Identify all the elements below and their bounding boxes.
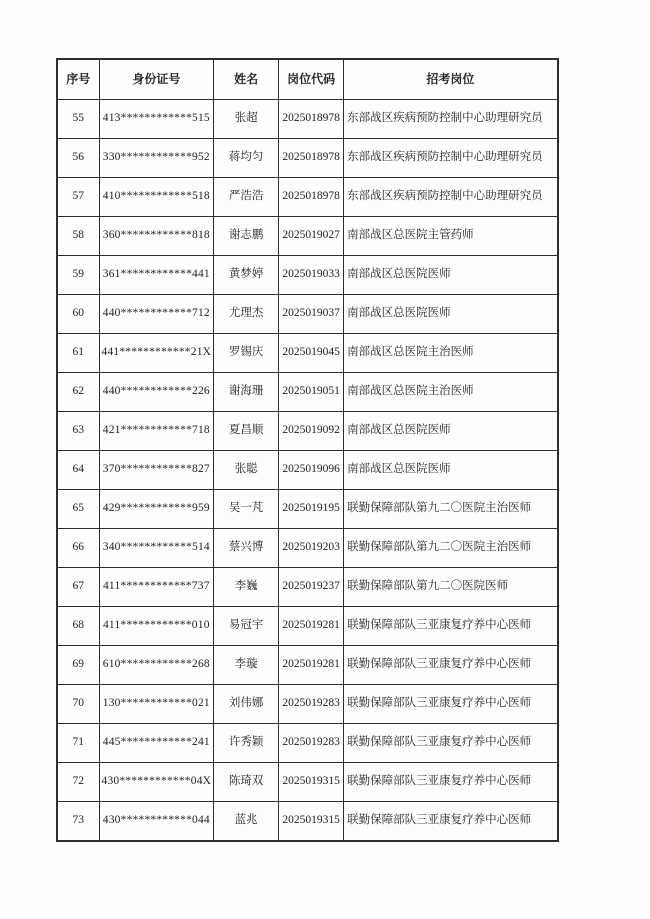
id-number-cell: 413************515 — [99, 100, 214, 139]
table-row — [57, 802, 558, 842]
job-code-cell: 2025019045 — [279, 334, 344, 373]
position-cell: 联勤保障部队三亚康复疗养中心医师 — [344, 724, 558, 763]
seq-cell: 59 — [57, 256, 99, 295]
table-row — [57, 568, 558, 607]
id-number-cell: 411************010 — [99, 607, 214, 646]
job-code-cell: 2025019315 — [279, 802, 344, 842]
seq-cell: 58 — [57, 217, 99, 256]
table-row — [57, 217, 558, 256]
name-cell: 易冠宇 — [214, 607, 279, 646]
name-cell: 李璇 — [214, 646, 279, 685]
job-code-cell: 2025019037 — [279, 295, 344, 334]
table-row — [57, 724, 558, 763]
id-number-cell: 421************718 — [99, 412, 214, 451]
position-cell: 联勤保障部队三亚康复疗养中心医师 — [344, 685, 558, 724]
seq-cell: 62 — [57, 373, 99, 412]
id-number-cell: 411************737 — [99, 568, 214, 607]
seq-cell: 55 — [57, 100, 99, 139]
job-code-cell: 2025019283 — [279, 685, 344, 724]
name-cell: 刘伟娜 — [214, 685, 279, 724]
job-code-cell: 2025018978 — [279, 100, 344, 139]
table-row — [57, 100, 558, 139]
name-cell: 张超 — [214, 100, 279, 139]
table-row — [57, 529, 558, 568]
job-code-cell: 2025019283 — [279, 724, 344, 763]
table-row — [57, 763, 558, 802]
position-cell: 联勤保障部队三亚康复疗养中心医师 — [344, 763, 558, 802]
seq-cell: 67 — [57, 568, 99, 607]
table-row — [57, 373, 558, 412]
id-number-cell: 410************518 — [99, 178, 214, 217]
table-row — [57, 451, 558, 490]
job-code-cell: 2025019315 — [279, 763, 344, 802]
id-number-cell: 430************04X — [99, 763, 214, 802]
name-cell: 严浩浩 — [214, 178, 279, 217]
table-row — [57, 334, 558, 373]
seq-cell: 63 — [57, 412, 99, 451]
position-cell: 东部战区疾病预防控制中心助理研究员 — [344, 178, 558, 217]
job-code-cell: 2025019237 — [279, 568, 344, 607]
table-row — [57, 412, 558, 451]
job-code-cell: 2025019051 — [279, 373, 344, 412]
position-cell: 南部战区总医院医师 — [344, 295, 558, 334]
job-code-cell: 2025018978 — [279, 178, 344, 217]
position-cell: 南部战区总医院医师 — [344, 451, 558, 490]
name-cell: 李巍 — [214, 568, 279, 607]
name-cell: 蒋均匀 — [214, 139, 279, 178]
id-number-cell: 361************441 — [99, 256, 214, 295]
id-number-cell: 360************818 — [99, 217, 214, 256]
position-cell: 南部战区总医院主治医师 — [344, 334, 558, 373]
seq-cell: 69 — [57, 646, 99, 685]
table-row — [57, 178, 558, 217]
position-cell: 南部战区总医院医师 — [344, 412, 558, 451]
position-cell: 联勤保障部队第九二〇医院主治医师 — [344, 529, 558, 568]
table-row — [57, 256, 558, 295]
name-cell: 陈琦双 — [214, 763, 279, 802]
id-number-cell: 429************959 — [99, 490, 214, 529]
position-cell: 联勤保障部队三亚康复疗养中心医师 — [344, 607, 558, 646]
seq-cell: 64 — [57, 451, 99, 490]
id-number-cell: 370************827 — [99, 451, 214, 490]
seq-cell: 70 — [57, 685, 99, 724]
position-cell: 南部战区总医院主管药师 — [344, 217, 558, 256]
job-code-cell: 2025019092 — [279, 412, 344, 451]
id-number-cell: 610************268 — [99, 646, 214, 685]
name-cell: 谢志鹏 — [214, 217, 279, 256]
id-number-cell: 440************712 — [99, 295, 214, 334]
table-row — [57, 295, 558, 334]
name-cell: 尤理杰 — [214, 295, 279, 334]
position-cell: 联勤保障部队三亚康复疗养中心医师 — [344, 646, 558, 685]
seq-cell: 65 — [57, 490, 99, 529]
header-name: 姓名 — [214, 59, 279, 100]
position-cell: 南部战区总医院医师 — [344, 256, 558, 295]
position-cell: 联勤保障部队三亚康复疗养中心医师 — [344, 802, 558, 842]
table-body — [57, 100, 558, 842]
table-row — [57, 685, 558, 724]
seq-cell: 72 — [57, 763, 99, 802]
position-cell: 东部战区疾病预防控制中心助理研究员 — [344, 139, 558, 178]
id-number-cell: 340************514 — [99, 529, 214, 568]
recruitment-roster-table — [56, 58, 559, 842]
job-code-cell: 2025019281 — [279, 607, 344, 646]
job-code-cell: 2025019281 — [279, 646, 344, 685]
position-cell: 联勤保障部队第九二〇医院医师 — [344, 568, 558, 607]
table-header — [57, 59, 558, 100]
seq-cell: 68 — [57, 607, 99, 646]
table-row — [57, 646, 558, 685]
job-code-cell: 2025018978 — [279, 139, 344, 178]
table-row — [57, 607, 558, 646]
name-cell: 谢海珊 — [214, 373, 279, 412]
id-number-cell: 441************21X — [99, 334, 214, 373]
seq-cell: 60 — [57, 295, 99, 334]
header-position: 招考岗位 — [344, 59, 558, 100]
name-cell: 黄梦婷 — [214, 256, 279, 295]
table-row — [57, 139, 558, 178]
seq-cell: 71 — [57, 724, 99, 763]
job-code-cell: 2025019033 — [279, 256, 344, 295]
header-row — [57, 59, 558, 100]
seq-cell: 57 — [57, 178, 99, 217]
name-cell: 张聪 — [214, 451, 279, 490]
position-cell: 联勤保障部队第九二〇医院主治医师 — [344, 490, 558, 529]
job-code-cell: 2025019203 — [279, 529, 344, 568]
header-seq: 序号 — [57, 59, 99, 100]
id-number-cell: 130************021 — [99, 685, 214, 724]
seq-cell: 61 — [57, 334, 99, 373]
id-number-cell: 445************241 — [99, 724, 214, 763]
position-cell: 南部战区总医院主治医师 — [344, 373, 558, 412]
job-code-cell: 2025019096 — [279, 451, 344, 490]
seq-cell: 56 — [57, 139, 99, 178]
name-cell: 许秀颖 — [214, 724, 279, 763]
job-code-cell: 2025019195 — [279, 490, 344, 529]
header-id-number: 身份证号 — [99, 59, 214, 100]
id-number-cell: 430************044 — [99, 802, 214, 842]
table-row — [57, 490, 558, 529]
name-cell: 夏昌顺 — [214, 412, 279, 451]
name-cell: 罗锡庆 — [214, 334, 279, 373]
name-cell: 蔡兴博 — [214, 529, 279, 568]
position-cell: 东部战区疾病预防控制中心助理研究员 — [344, 100, 558, 139]
seq-cell: 66 — [57, 529, 99, 568]
job-code-cell: 2025019027 — [279, 217, 344, 256]
name-cell: 吴一芃 — [214, 490, 279, 529]
id-number-cell: 330************952 — [99, 139, 214, 178]
name-cell: 蓝兆 — [214, 802, 279, 842]
id-number-cell: 440************226 — [99, 373, 214, 412]
seq-cell: 73 — [57, 802, 99, 842]
header-job-code: 岗位代码 — [279, 59, 344, 100]
